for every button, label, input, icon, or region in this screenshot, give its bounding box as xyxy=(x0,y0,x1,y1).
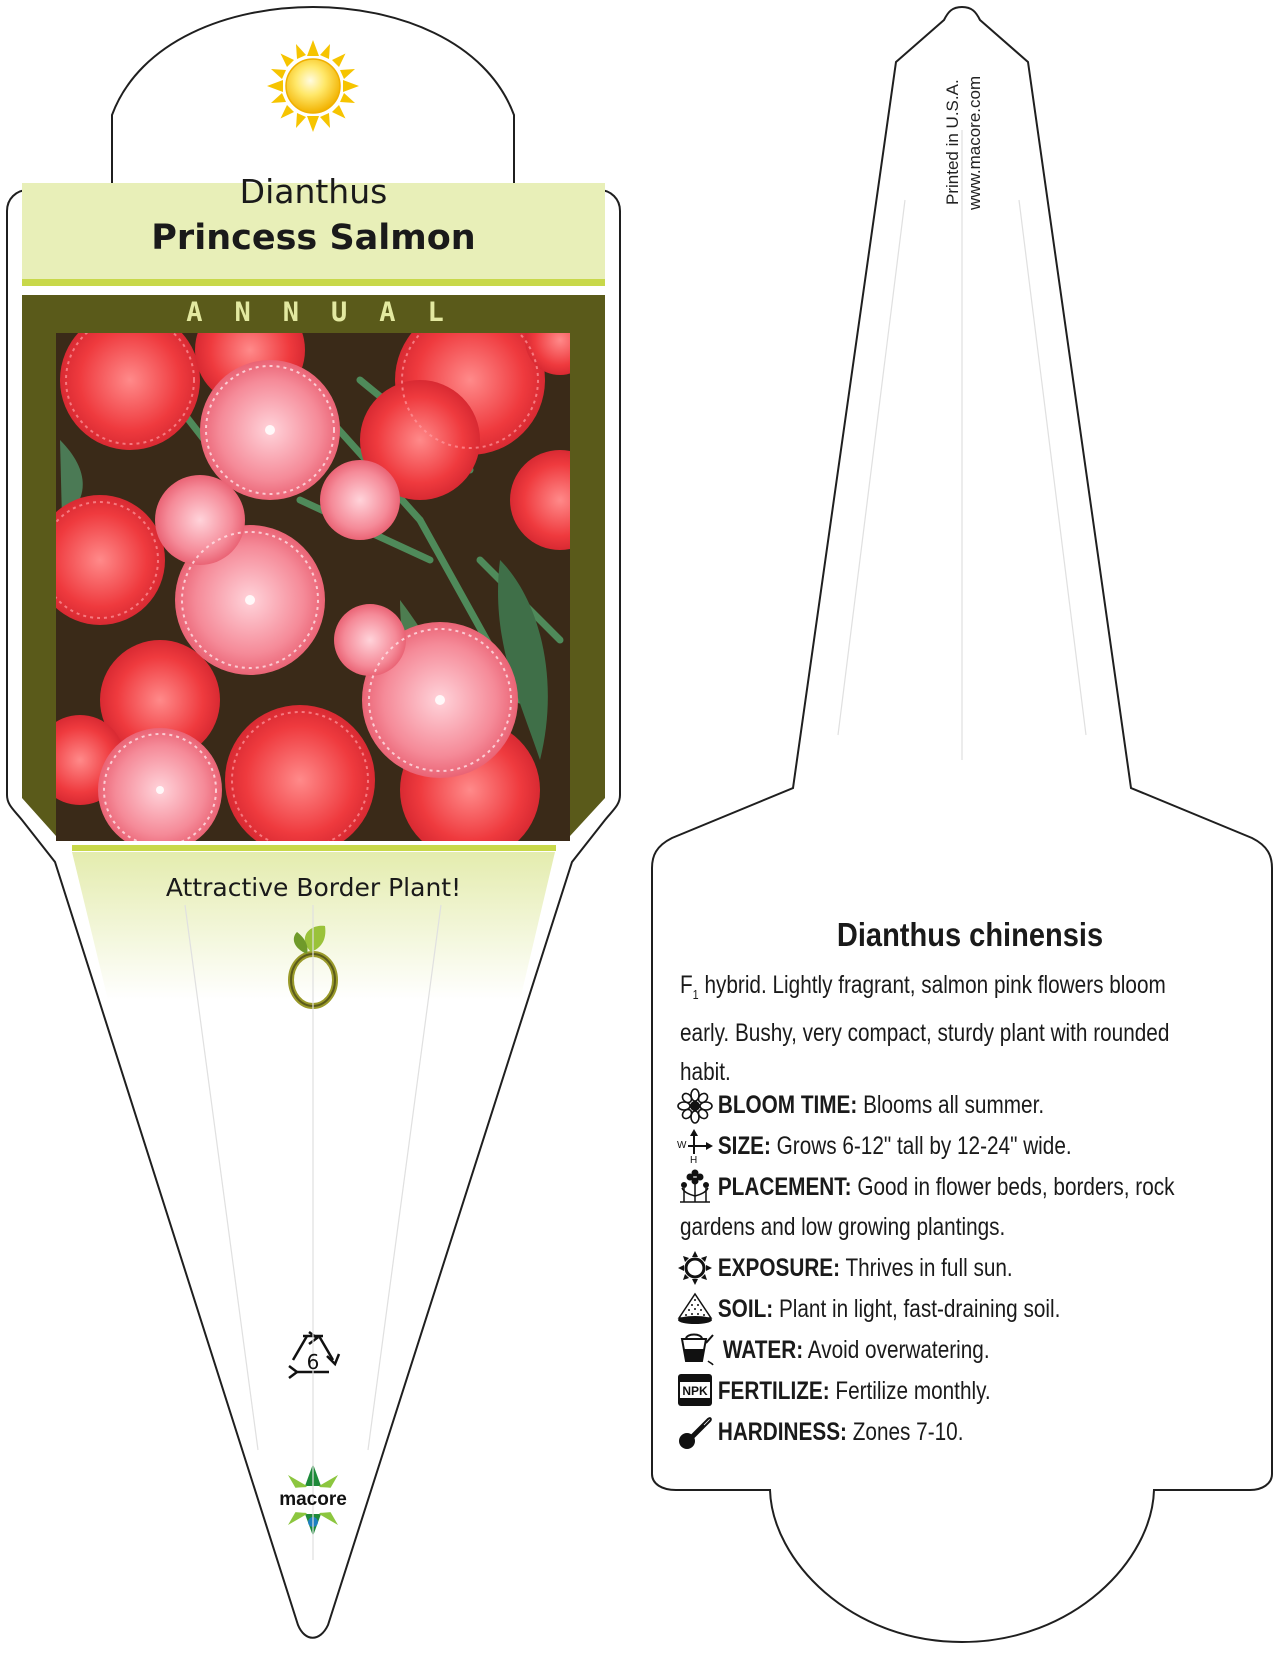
plant-category: ANNUAL xyxy=(186,297,476,328)
info-row-hardiness xyxy=(678,1413,963,1452)
soil-icon xyxy=(676,1290,714,1326)
info-row-exposure xyxy=(678,1249,1013,1288)
info-row-size xyxy=(678,1127,1072,1166)
header-accent-line xyxy=(22,279,605,286)
hardiness-value: Zones 7-10. xyxy=(846,1418,964,1446)
placement-label: PLACEMENT: xyxy=(717,1173,852,1201)
exposure-label: EXPOSURE: xyxy=(717,1254,841,1282)
printed-in-label: Printed in U.S.A. xyxy=(943,79,962,205)
description-text: hybrid. Lightly fragrant, salmon pink flowers bloom early. Bushy, very compact, sturdy plant with rounded habit. xyxy=(680,971,1170,1086)
bloom-time-value: Blooms all summer. xyxy=(857,1091,1045,1119)
info-row-soil xyxy=(678,1290,1060,1329)
brand-name: macore xyxy=(279,1489,347,1510)
size-label: SIZE: xyxy=(717,1132,771,1160)
watering-can-icon xyxy=(676,1331,714,1367)
fertilize-value: Fertilize monthly. xyxy=(829,1377,991,1405)
recycle-code: 6 xyxy=(306,1350,320,1374)
description-subscript: 1 xyxy=(692,987,699,1002)
plant-tagline: Attractive Border Plant! xyxy=(165,873,462,902)
size-value: Grows 6-12" tall by 12-24" wide. xyxy=(770,1132,1072,1160)
exposure-value: Thrives in full sun. xyxy=(840,1254,1013,1282)
species-title: Dianthus chinensis xyxy=(836,916,1104,953)
description-prefix: F xyxy=(680,971,693,999)
info-row-fertilize xyxy=(678,1372,991,1411)
description xyxy=(680,966,1260,1092)
plant-variety: Princess Salmon xyxy=(151,218,476,258)
placement-value: Good in flower beds, borders, rock xyxy=(851,1173,1175,1201)
flower-icon xyxy=(676,1088,714,1124)
dianthus-flowers-photo xyxy=(35,295,610,860)
size-arrows-icon xyxy=(676,1128,714,1164)
plant-genus: Dianthus xyxy=(239,172,388,211)
fertilize-label: FERTILIZE: xyxy=(717,1377,830,1405)
info-row-placement xyxy=(678,1168,1174,1207)
placement-continuation: gardens and low growing plantings. xyxy=(680,1213,1006,1241)
hardiness-label: HARDINESS: xyxy=(717,1418,847,1446)
size-icon-w: W xyxy=(677,1140,687,1151)
water-label: WATER: xyxy=(722,1336,804,1364)
water-value: Avoid overwatering. xyxy=(803,1336,990,1364)
soil-label: SOIL: xyxy=(717,1295,774,1323)
exposure-sun-icon xyxy=(676,1250,714,1286)
sun-icon xyxy=(267,40,359,132)
website-label: www.macore.com xyxy=(965,75,984,210)
bloom-time-label: BLOOM TIME: xyxy=(717,1091,858,1119)
info-row-bloom-time xyxy=(678,1086,1044,1125)
info-row-water xyxy=(678,1331,990,1370)
thermometer-icon xyxy=(676,1413,714,1449)
size-icon-h: H xyxy=(690,1155,698,1164)
photo-frame-bottom-line xyxy=(72,845,556,851)
npk-icon xyxy=(676,1372,714,1408)
soil-value: Plant in light, fast-draining soil. xyxy=(773,1295,1061,1323)
placement-icon xyxy=(676,1168,714,1204)
npk-icon-text: NPK xyxy=(682,1384,708,1398)
